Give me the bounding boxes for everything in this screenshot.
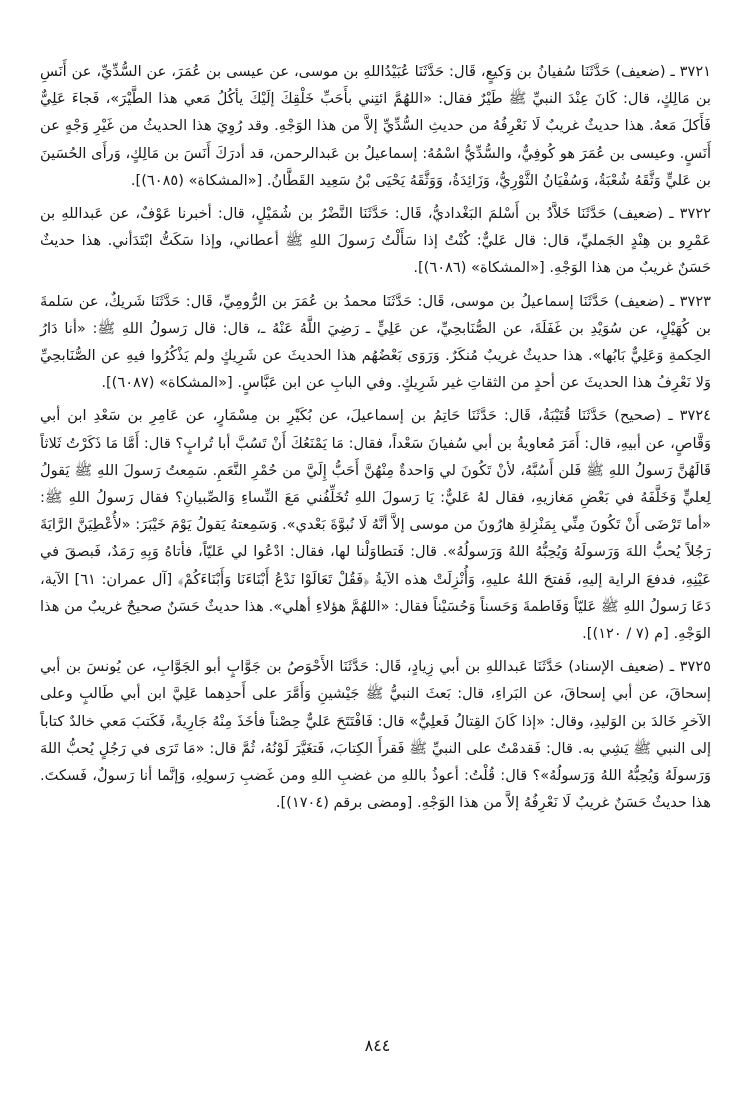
hadith-3724: ٣٧٢٤ ـ (صحيح) حَدَّثَنَا قُتَيْبَةُ، قَال: حَدَّثَنَا حَاتِمُ بن إسماعيلَ، عن بُكَيْرِ بن مِسْمَارٍ، عن عَامِرِ بن سَعْدِ ابن أبي وَقَّاصٍ، عن أبيهِ، قال: أَمَرَ مُعاويةُ بن أبي سُفيانَ سَعْداً، فقال: مَا يَمْنَعُكَ أَنْ تَسُبَّ أبا تُرابٍ؟ قال: أَمَّا مَا ذَكَرْتُ ثَلاثاً قَالَهُنَّ رَسولُ اللهِ ﷺ فَلن أَسُبَّهُ، لأنْ تَكُونَ لي وَاحدةٌ مِنْهُنَّ أَحَبُّ إِلَيَّ من حُمْرِ النَّعَمِ. سَمِعتُ رَسولَ اللهِ ﷺ يَقولُ لِعليٍّ وَخَلَّفَهُ في بَعْضِ مَغازيهِ، فقال لهُ عَليٌّ: يَا رَسولَ اللهِ تُخَلِّفُني مَعَ النِّساءِ وَالصِّبيانِ؟ فقال رَسولُ اللهِ ﷺ: «أما تَرْضَى أَنْ تَكُونَ مِنِّي بِمَنْزِلةِ هارُونَ من موسى إلاَّ أنَّهُ لَا نُبوَّةَ بَعْدي». وَسَمِعتهُ يَقولُ يَوْمَ خَيْبَرَ: «لأُعْطِيَنَّ الرَّايَةَ رَجُلاً يُحبُّ اللهَ وَرَسولَهُ وَيُحِبُّهُ اللهُ وَرَسولُهُ». قال: فَتطاوَلْنا لها، فقال: ادْعُوا لي عَليّاً، فأتاهُ وَبِهِ رَمَدٌ، فَبصقَ في عَيْنِهِ، فدفعَ الراية إليهِ، فَفتحَ اللهُ عليهِ، وَأُنْزِلَتْ هذه الآيةُ ﴿فَقُلْ تَعَالَوْا نَدْعُ أَبْنَاءَنَا وَأَبْنَاءَكُمْ﴾ [آل عمران: ٦١] الآية، دَعَا رَسولُ اللهِ ﷺ عَليّاً وَفَاطمةَ وَحَسناً وَحُسَيْناً فقال: «اللهُمَّ هؤلاءِ أهلي». هذا حديثٌ حَسَنٌ صحيحٌ غريبٌ من هذا الوَجْهِ. [م (٧ / ١٢٠)].: [40, 407, 712, 643]
hadith-3722: ٣٧٢٢ ـ (ضعيف) حَدَّثَنَا خَلاَّدُ بن أَسْلمَ البَغْداديُّ، قَال: حَدَّثَنَا النَّضْرُ بن شُمَيْلٍ، قال: أخبرنا عَوْفٌ، عن عَبداللهِ بن عَمْرِو بن هِنْدٍ الجَمليِّ، قال: قال عَليٌّ: كُنْتُ إذا سَأَلْتُ رَسولَ اللهِ ﷺ أعطاني، وإذا سَكَتُّ ابْتَدَأني. هذا حديثٌ حَسَنٌ غريبٌ من هذا الوَجْهِ. [«المشكاة» (٦٠٨٦)].: [40, 205, 711, 277]
hadith-3723: ٣٧٢٣ ـ (ضعيف) حَدَّثَنَا إسماعيلُ بن موسى، قَال: حَدَّثَنَا محمدُ بن عُمَرَ بن الرُّومِيِّ، قَال: حَدَّثَنَا شَريكٌ، عن سَلمةَ بن كُهَيْلٍ، عن سُوَيْدِ بن غَفَلَةَ، عن الصُّنَابحِيِّ، عن عَلِيٍّ ـ رَضِيَ اللَّهُ عَنْهُ ـ، قال: قال رَسولُ اللهِ ﷺ: «أنا دَارُ الحِكمةِ وَعَلِيٌّ بَابُها». هذا حديثٌ غريبٌ مُنكَرٌ. وَرَوَى بَعْضُهُم هذا الحديثَ عن شَرِيكٍ ولم يَذْكُرُوا فيهِ عن الصُّنَابحِيِّ وَلا نَعْرِفُ هذا الحديثَ عن أحدٍ من الثقاتِ غير شَرِيكٍ. وفي البابِ عن ابن عَبَّاسٍ. [«المشكاة» (٦٠٨٧)].: [40, 292, 711, 392]
hadith-3725: ٣٧٢٥ ـ (ضعيف الإسناد) حَدَّثَنَا عَبداللهِ بن أبي زِيادٍ، قَال: حَدَّثَنَا الأَحْوَصُ بن جَوَّابٍ أبو الجَوَّابِ، عن يُونسَ بن أبي إسحاقَ، عن أبي إسحاقَ، عن البَراءِ، قال: بَعثَ النبيُّ ﷺ جَيْشينِ وَأَمَّرَ على أَحدِهما عَلِيَّ ابن أبي طَالبٍ وعلى الآخرِ خَالدَ بن الوَليدِ، وقال: «إذا كَانَ القِتالُ فَعلِيٌّ» قال: فَافْتَتَحَ عَليٌّ حِصْناً فأخَذَ مِنْهُ جَارِيةً، فَكَتبَ مَعي خالدٌ كتاباً إلى النبي ﷺ يَشِي به. قال: فَقدمْتُ على النبيِّ ﷺ فَقرأَ الكِتابَ، فَتغَيَّرَ لَوْنُهُ، ثُمَّ قال: «مَا تَرَى في رَجُلٍ يُحبُّ اللهَ وَرَسولَهُ وَيُحِبُّهُ اللهُ وَرَسولُهُ»؟ قال: قُلْتُ: أعوذُ باللهِ من غضبِ اللهِ ومن غَضبِ رَسولِهِ، وَإنَّما أنا رَسولٌ، فَسكتَ. هذا حديثٌ حَسَنٌ غريبٌ لَا نَعْرِفُهُ إلاَّ من هذا الوَجْهِ. [ومضى برقم (١٧٠٤)].: [40, 658, 711, 812]
page-number: ٨٤٤: [364, 1036, 391, 1055]
hadith-3721: ٣٧٢١ ـ (ضعيف) حَدَّثَنَا سُفيانُ بن وَكيعٍ، قَال: حَدَّثَنَا عُبَيْدُاللهِ بن موسى، عن عيسى بن عُمَرَ، عن السُّدِّيِّ، عن أَنَسِ بن مَالِكٍ، قال: كَانَ عِنْدَ النبيِّ ﷺ طَيْرٌ فقال: «اللهُمَّ ائتِني بأَحَبِّ خَلْقِكَ إلَيْكَ يأكُلُ مَعي هذا الطَّيْرَ»، فَجاءَ عَلِيٌّ فَأَكلَ مَعهُ. هذا حديثٌ غريبٌ لَا نَعْرِفُهُ من حديثِ السُّدِّيِّ إلاَّ من هذا الوَجْهِ. وقد رُوِيَ هذا الحديثُ من غَيْرِ وَجْهٍ عن أَنَسٍ. وعيسى بن عُمَرَ هو كُوفِيٌّ، والسُّدِّيُّ اسْمُهُ: إسماعيلُ بن عَبدالرحمن، قد أدرَكَ أَنَسَ بن مَالِكٍ، وَرأَى الحُسَينَ بن عَليٍّ وَثَّقَهُ شُعْبَةُ، وَسُفْيَانُ الثَّوْرِيُّ، وَزَائِدَةُ، وَوَثَّقَهُ يَحْيَى بْنُ سَعِيد القَطَّانُ. [«المشكاة» (٦٠٨٥)].: [40, 63, 711, 189]
